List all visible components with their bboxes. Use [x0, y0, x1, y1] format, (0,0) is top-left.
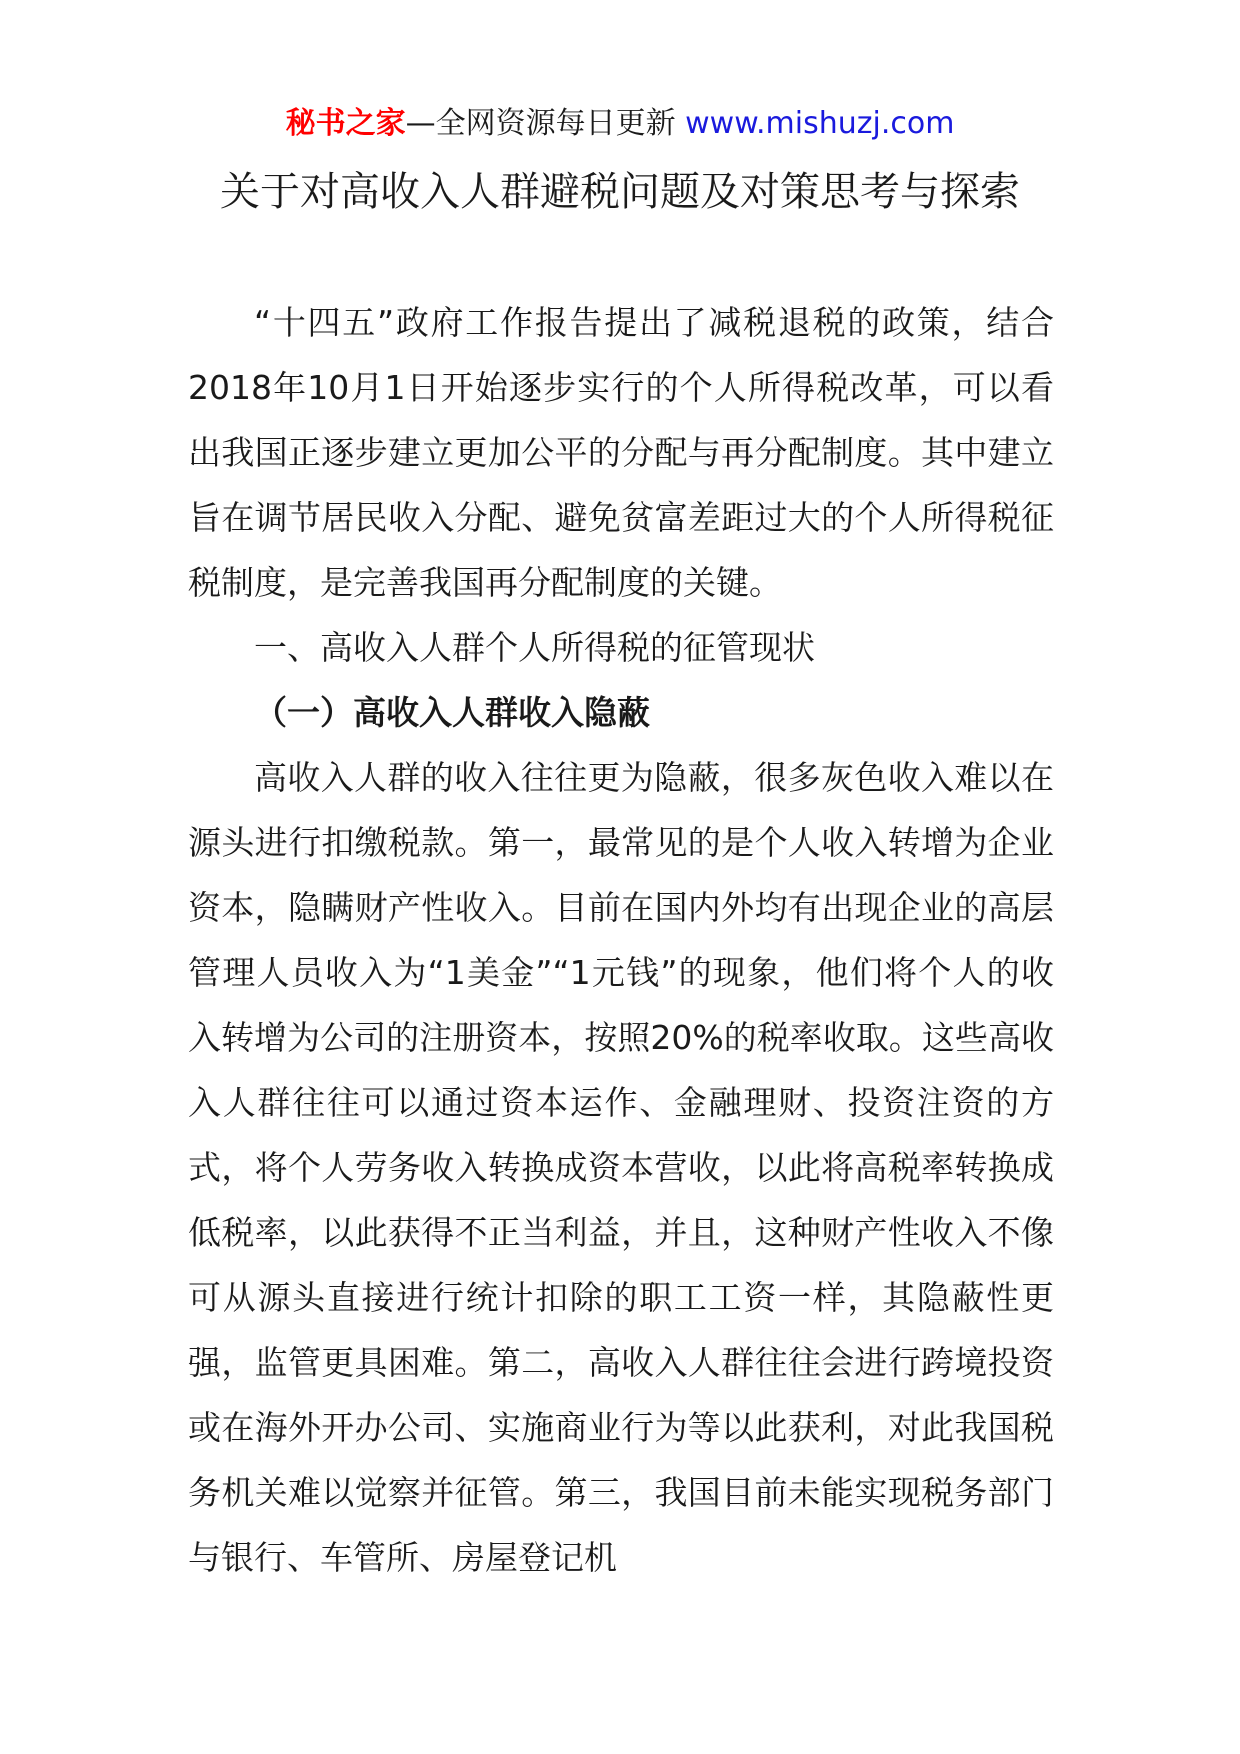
document-body: [188, 290, 1054, 1590]
section-heading: 一、高收入人群个人所得税的征管现状: [254, 628, 815, 667]
intro-paragraph: “十四五”政府工作报告提出了减税退税的政策，结合2018年10月1日开始逐步实行的个人所得税改革，可以看出我国正逐步建立更加公平的分配与再分配制度。其中建立旨在调节居民收入分配、避免贫富差距过大的个人所得税征税制度，是完善我国再分配制度的关键。: [188, 303, 1054, 602]
brand-name: 秘书之家: [285, 106, 406, 141]
site-banner: [0, 100, 1240, 148]
subsection-heading: （一）高收入人群收入隐蔽: [254, 693, 650, 732]
document-title: 关于对高收入人群避税问题及对策思考与探索: [220, 169, 1020, 215]
banner-tagline: —全网资源每日更新: [405, 106, 686, 141]
body-paragraph: 高收入人群的收入往往更为隐蔽，很多灰色收入难以在源头进行扣缴税款。第一，最常见的是个人收入转增为企业资本，隐瞒财产性收入。目前在国内外均有出现企业的高层管理人员收入为“1美金”“1元钱”的现象，他们将个人的收入转增为公司的注册资本，按照20%的税率收取。这些高收入人群往往可以通过资本运作、金融理财、投资注资的方式，将个人劳务收入转换成资本营收，以此将高税率转换成低税率，以此获得不正当利益，并且，这种财产性收入不像可从源头直接进行统计扣除的职工工资一样，其隐蔽性更强，监管更具困难。第二，高收入人群往往会进行跨境投资或在海外开办公司、实施商业行为等以此获利，对此我国税务机关难以觉察并征管。第三，我国目前未能实现税务部门与银行、车管所、房屋登记机: [188, 758, 1054, 1577]
site-url-link[interactable]: www.mishuzj.com: [685, 106, 955, 141]
